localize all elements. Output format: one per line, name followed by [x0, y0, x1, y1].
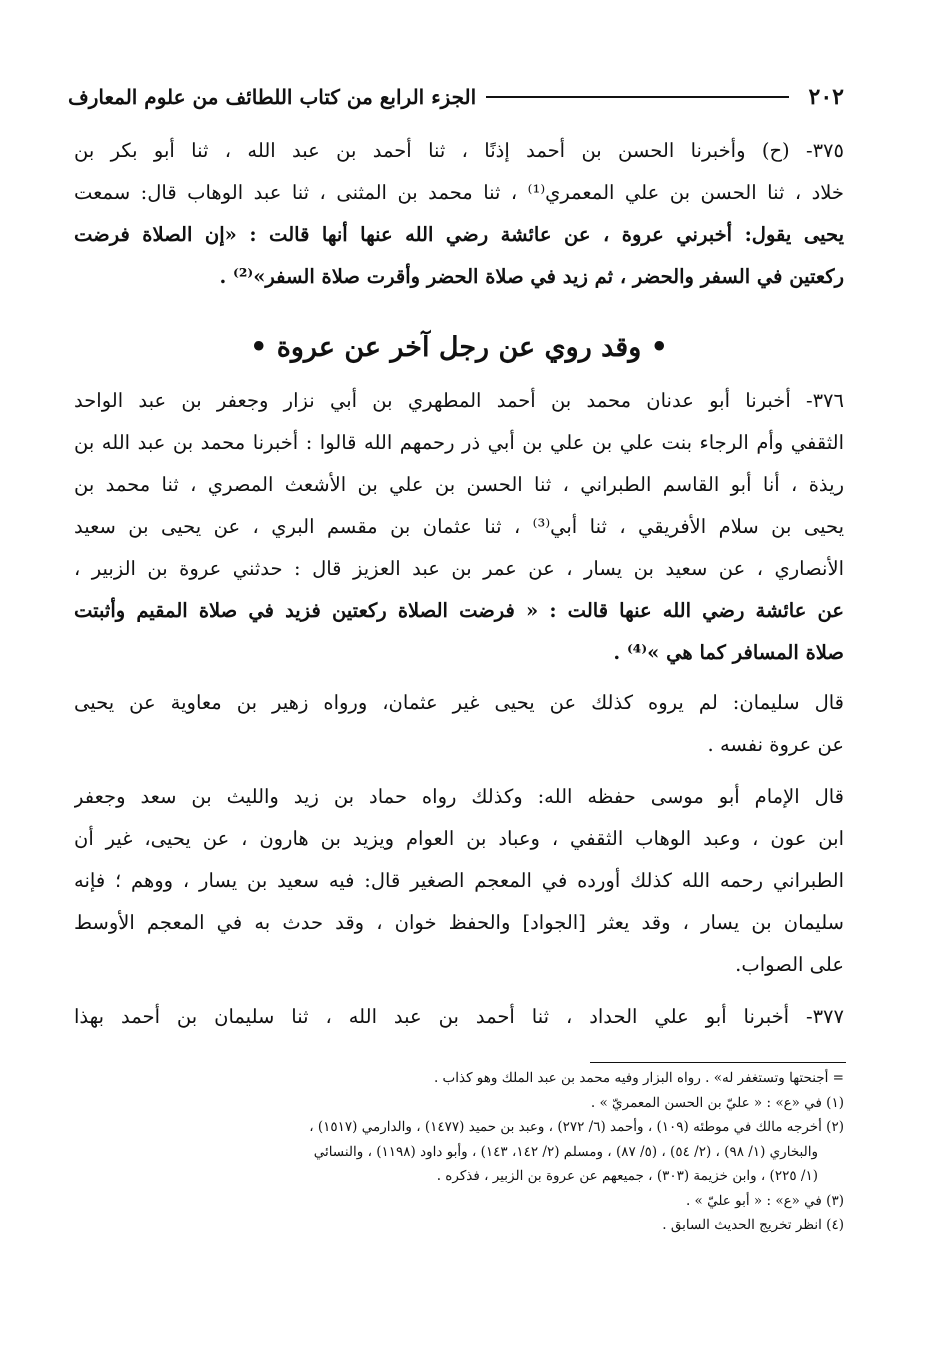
text-line: الثقفي وأم الرجاء بنت علي بن علي بن أبي ذر رحمهم الله قالوا : أخبرنا محمد بن عبد الله بن [74, 431, 844, 454]
footnote-line: (٣) في «ع» : « أبو عليّ » . [685, 1192, 844, 1209]
page-header [68, 78, 844, 116]
footnotes [74, 1066, 844, 1238]
text-line: ابن عون ، وعبد الوهاب الثقفي ، وعباد بن العوام ويزيد بن هارون ، عن يحيى، غير أن [74, 827, 844, 850]
footnote-line: والبخاري (١/ ٩٨) ، (٢/ ٥٤) ، (٥/ ٨٧) ، ومسلم (٢/ ١٤٢، ١٤٣) ، وأبو داود (١١٩٨) ، والنسائي [313, 1143, 818, 1160]
text-line: على الصواب. [735, 953, 844, 976]
text-line: صلاة المسافر كما هي »⁽⁴⁾ . [613, 641, 844, 664]
text-line: ريذة ، أنا أبو القاسم الطبراني ، ثنا الحسن بن علي بن الأشعث المصري ، ثنا محمد بن [74, 473, 844, 496]
imam-note [74, 776, 844, 986]
text-line: قال الإمام أبو موسى حفظه الله: وكذلك رواه حماد بن زيد والليث بن سعد وجعفر [74, 785, 844, 808]
hadith-375 [74, 130, 844, 298]
footnote-line: = أجنحتها وتستغفر له» . رواه البزار وفيه محمد بن عبد الملك وهو كذاب . [433, 1070, 844, 1086]
section-heading: • وقد روي عن رجل آخر عن عروة • [250, 332, 668, 363]
footnote-line: (٤) انظر تخريج الحديث السابق . [662, 1217, 844, 1233]
text-line: الطبراني رحمه الله كذلك أورده في المعجم الصغير قال: فيه سعيد بن يسار ، ووهم ؛ فإنه [74, 869, 844, 892]
footnote-line: (١) في «ع» : « عليّ بن الحسن المعمريّ » . [590, 1094, 844, 1111]
text-line: قال سليمان: لم يروه كذلك عن يحيى غير عثمان، ورواه زهير بن معاوية عن يحيى [74, 691, 844, 714]
page-number: ٢٠٢ [808, 84, 844, 110]
footnote-separator [590, 1062, 846, 1063]
hadith-376 [74, 380, 844, 674]
text-line: ٣٧٧- أخبرنا أبو علي الحداد ، ثنا أحمد بن عبد الله ، ثنا سليمان بن أحمد بهذا [74, 1005, 844, 1028]
text-line: سليمان بن يسار ، وقد يعثر [الجواد] والحفظ خوان ، وقد حدث به في المعجم الأوسط [74, 911, 844, 934]
text-line: ٣٧٥- (ح) وأخبرنا الحسن بن أحمد إذنًا ، ثنا أحمد بن عبد الله ، ثنا أبو بكر بن [74, 139, 844, 162]
text-line: عن عائشة رضي الله عنها قالت : « فرضت الصلاة ركعتين فزيد في صلاة المقيم وأثبتت [74, 599, 844, 622]
footnote-line: (١/ ٢٢٥) ، وابن خزيمة (٣٠٣) ، جميعهم عن عروة بن الزبير ، فذكره . [436, 1168, 818, 1184]
running-title: الجزء الرابع من كتاب اللطائف من علوم المعارف [68, 85, 477, 109]
text-line: يحيى يقول: أخبرني عروة ، عن عائشة رضي الله عنها أنها قالت : «إن الصلاة فرضت [74, 223, 844, 246]
hadith-377 [74, 996, 844, 1038]
text-line: ركعتين في السفر والحضر ، ثم زيد في صلاة الحضر وأقرت صلاة السفر»⁽²⁾ . [219, 265, 844, 288]
text-line: يحيى بن سلام الأفريقي ، ثنا أبي⁽³⁾ ، ثنا عثمان بن مقسم البري ، عن يحيى بن سعيد [74, 515, 844, 538]
text-line: عن عروة نفسه . [707, 733, 844, 756]
footnote-line: (٢) أخرجه مالك في موطئه (١٠٩) ، وأحمد (٦/ ٢٧٢) ، وعبد بن حميد (١٤٧٧) ، والدارمي (١٥١٧) ، [309, 1119, 844, 1135]
text-line: الأنصاري ، عن سعيد بن يسار ، عن عمر بن عبد العزيز قال : حدثني عروة بن الزبير ، [74, 557, 844, 580]
text-line: ٣٧٦- أخبرنا أبو عدنان محمد بن أحمد المطهري بن أبي نزار وجعفر بن عبد الواحد [74, 389, 844, 412]
text-line: خلاد ، ثنا الحسن بن علي المعمري⁽¹⁾ ، ثنا محمد بن المثنى ، ثنا عبد الوهاب قال: سمعت [74, 181, 844, 204]
sulayman-note [74, 682, 844, 766]
header-rule [486, 96, 788, 98]
